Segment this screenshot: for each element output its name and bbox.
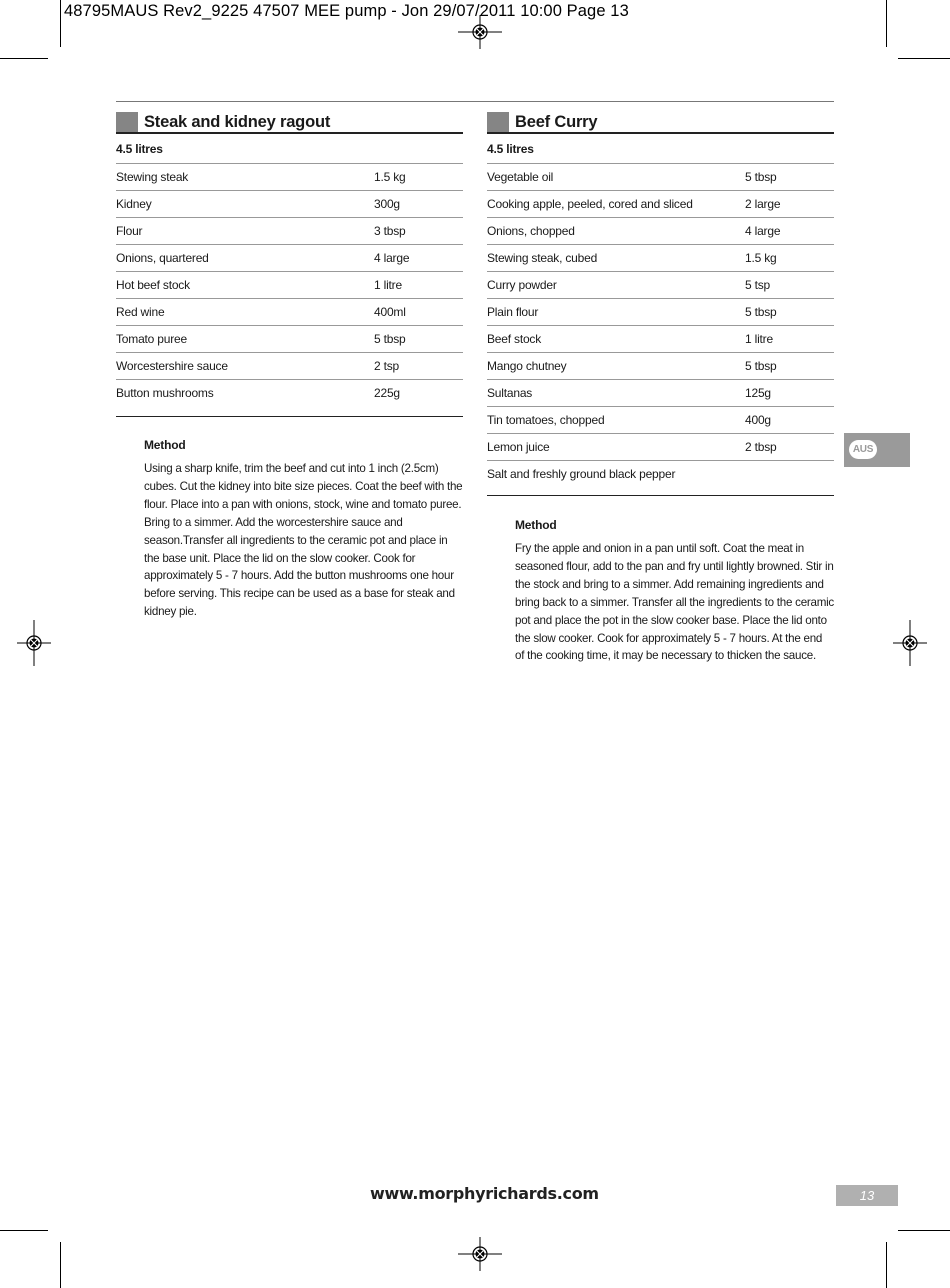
registration-mark-icon bbox=[17, 620, 51, 666]
registration-mark-icon bbox=[458, 1237, 502, 1271]
method-title: Method bbox=[515, 518, 557, 532]
ingredient-row bbox=[116, 245, 463, 272]
aus-side-tab bbox=[844, 433, 910, 467]
recipe-heading bbox=[116, 112, 463, 134]
ingredient-name: Hot beef stock bbox=[116, 278, 190, 292]
ingredient-qty: 4 large bbox=[374, 251, 410, 265]
ingredient-name: Onions, chopped bbox=[487, 224, 575, 238]
ingredient-name: Tomato puree bbox=[116, 332, 187, 346]
ingredient-qty: 3 tbsp bbox=[374, 224, 406, 238]
registration-mark-icon bbox=[893, 620, 927, 666]
ingredient-row bbox=[487, 245, 834, 272]
ingredient-name: Worcestershire sauce bbox=[116, 359, 228, 373]
ingredient-name: Plain flour bbox=[487, 305, 539, 319]
ingredient-name: Lemon juice bbox=[487, 440, 550, 454]
ingredient-name: Beef stock bbox=[487, 332, 542, 346]
ingredient-row bbox=[487, 218, 834, 245]
method-section bbox=[487, 518, 834, 665]
recipe-beef-curry bbox=[487, 112, 834, 665]
method-text: Using a sharp knife, trim the beef and cut into 1 inch (2.5cm) cubes. Cut the kidney into bite size pieces. Coat the beef with the flour. Place into a pan with onions, stock, wine and tomato puree. Bring to a simmer. Add the worcestershire sauce and season.Transfer all ingredients to the ceramic pot and place in the base unit. Place the lid on the slow cooker. Cook for approximately 5 - 7 hours. Add the button mushrooms one hour before serving. This recipe can be used as a base for steak and kidney pie. bbox=[144, 462, 463, 619]
recipe-heading bbox=[487, 112, 834, 134]
ingredient-name: Flour bbox=[116, 224, 143, 238]
ingredient-qty: 4 large bbox=[745, 224, 781, 238]
slug-line: 48795MAUS Rev2_9225 47507 MEE pump - Jon 29/07/2011 10:00 Page 13 bbox=[64, 2, 629, 20]
crop-mark bbox=[0, 58, 48, 59]
ingredient-qty: 2 large bbox=[745, 197, 781, 211]
ingredient-name: Onions, quartered bbox=[116, 251, 209, 265]
ingredient-name: Stewing steak, cubed bbox=[487, 251, 598, 265]
ingredient-row bbox=[116, 380, 463, 407]
heading-square bbox=[487, 112, 509, 132]
ingredient-row bbox=[116, 299, 463, 326]
ingredient-row bbox=[116, 272, 463, 299]
crop-mark bbox=[898, 58, 950, 59]
ingredient-qty: 400g bbox=[745, 413, 771, 427]
ingredient-name: Cooking apple, peeled, cored and sliced bbox=[487, 197, 693, 211]
heading-square bbox=[116, 112, 138, 132]
crop-mark bbox=[886, 0, 887, 47]
ingredient-name: Mango chutney bbox=[487, 359, 567, 373]
ingredient-qty: 2 tbsp bbox=[745, 440, 777, 454]
ingredient-qty: 1.5 kg bbox=[374, 170, 406, 184]
ingredient-name: Red wine bbox=[116, 305, 165, 319]
ingredient-name: Button mushrooms bbox=[116, 386, 214, 400]
registration-mark-icon bbox=[458, 15, 502, 49]
ingredient-row bbox=[487, 326, 834, 353]
ingredient-name: Tin tomatoes, chopped bbox=[487, 413, 605, 427]
recipe-title: Beef Curry bbox=[515, 113, 598, 131]
ingredient-row bbox=[487, 164, 834, 191]
ingredient-name: Curry powder bbox=[487, 278, 557, 292]
ingredient-row bbox=[487, 434, 834, 461]
ingredient-row bbox=[116, 218, 463, 245]
ingredient-qty: 5 tsp bbox=[745, 278, 771, 292]
ingredient-row bbox=[116, 353, 463, 380]
top-rule bbox=[116, 101, 834, 102]
crop-mark bbox=[886, 1242, 887, 1288]
ingredient-name: Salt and freshly ground black pepper bbox=[487, 467, 676, 481]
ingredient-qty: 1 litre bbox=[745, 332, 773, 346]
ingredient-name: Kidney bbox=[116, 197, 152, 211]
method-section bbox=[116, 438, 463, 621]
crop-mark bbox=[898, 1230, 950, 1231]
method-text: Fry the apple and onion in a pan until soft. Coat the meat in seasoned flour, add to the pan and fry until lightly browned. Stir in the stock and bring to a simmer. Add remaining ingredients and bring back to a simmer. Transfer all the ingredients to the ceramic pot and place the pot in the slow cooker base. Place the lid onto the slow cooker. Cook for approximately 5 - 7 hours. At the end of the cooking time, it may be necessary to thicken the sauce. bbox=[515, 542, 834, 663]
ingredient-name: Vegetable oil bbox=[487, 170, 554, 184]
ingredient-row bbox=[487, 461, 834, 488]
recipe-yield: 4.5 litres bbox=[116, 134, 463, 164]
recipe-title: Steak and kidney ragout bbox=[144, 113, 331, 131]
crop-mark bbox=[60, 0, 61, 47]
ingredient-row bbox=[116, 191, 463, 218]
ingredient-qty: 1.5 kg bbox=[745, 251, 777, 265]
recipe-steak-kidney bbox=[116, 112, 463, 621]
table-end-rule bbox=[116, 416, 463, 417]
ingredient-qty: 300g bbox=[374, 197, 400, 211]
ingredient-name: Sultanas bbox=[487, 386, 533, 400]
ingredient-row bbox=[487, 191, 834, 218]
ingredient-row bbox=[487, 299, 834, 326]
ingredient-qty: 5 tbsp bbox=[745, 305, 777, 319]
ingredient-qty: 5 tbsp bbox=[374, 332, 406, 346]
aus-badge: AUS bbox=[849, 440, 877, 459]
crop-mark bbox=[60, 1242, 61, 1288]
ingredients-table bbox=[487, 164, 834, 488]
ingredient-qty: 5 tbsp bbox=[745, 170, 777, 184]
footer-url: www.morphyrichards.com bbox=[370, 1184, 599, 1203]
recipe-yield: 4.5 litres bbox=[487, 134, 834, 164]
ingredient-qty: 2 tsp bbox=[374, 359, 400, 373]
ingredient-name: Stewing steak bbox=[116, 170, 189, 184]
crop-mark bbox=[0, 1230, 48, 1231]
ingredient-row bbox=[487, 407, 834, 434]
ingredient-qty: 5 tbsp bbox=[745, 359, 777, 373]
ingredient-qty: 400ml bbox=[374, 305, 406, 319]
ingredient-row bbox=[116, 326, 463, 353]
ingredient-qty: 1 litre bbox=[374, 278, 402, 292]
ingredient-row bbox=[487, 380, 834, 407]
page-number: 13 bbox=[836, 1185, 898, 1206]
ingredient-qty: 125g bbox=[745, 386, 771, 400]
method-title: Method bbox=[144, 438, 186, 452]
table-end-rule bbox=[487, 495, 834, 496]
ingredients-table bbox=[116, 164, 463, 407]
ingredient-row bbox=[116, 164, 463, 191]
ingredient-row bbox=[487, 272, 834, 299]
ingredient-qty: 225g bbox=[374, 386, 400, 400]
ingredient-row bbox=[487, 353, 834, 380]
